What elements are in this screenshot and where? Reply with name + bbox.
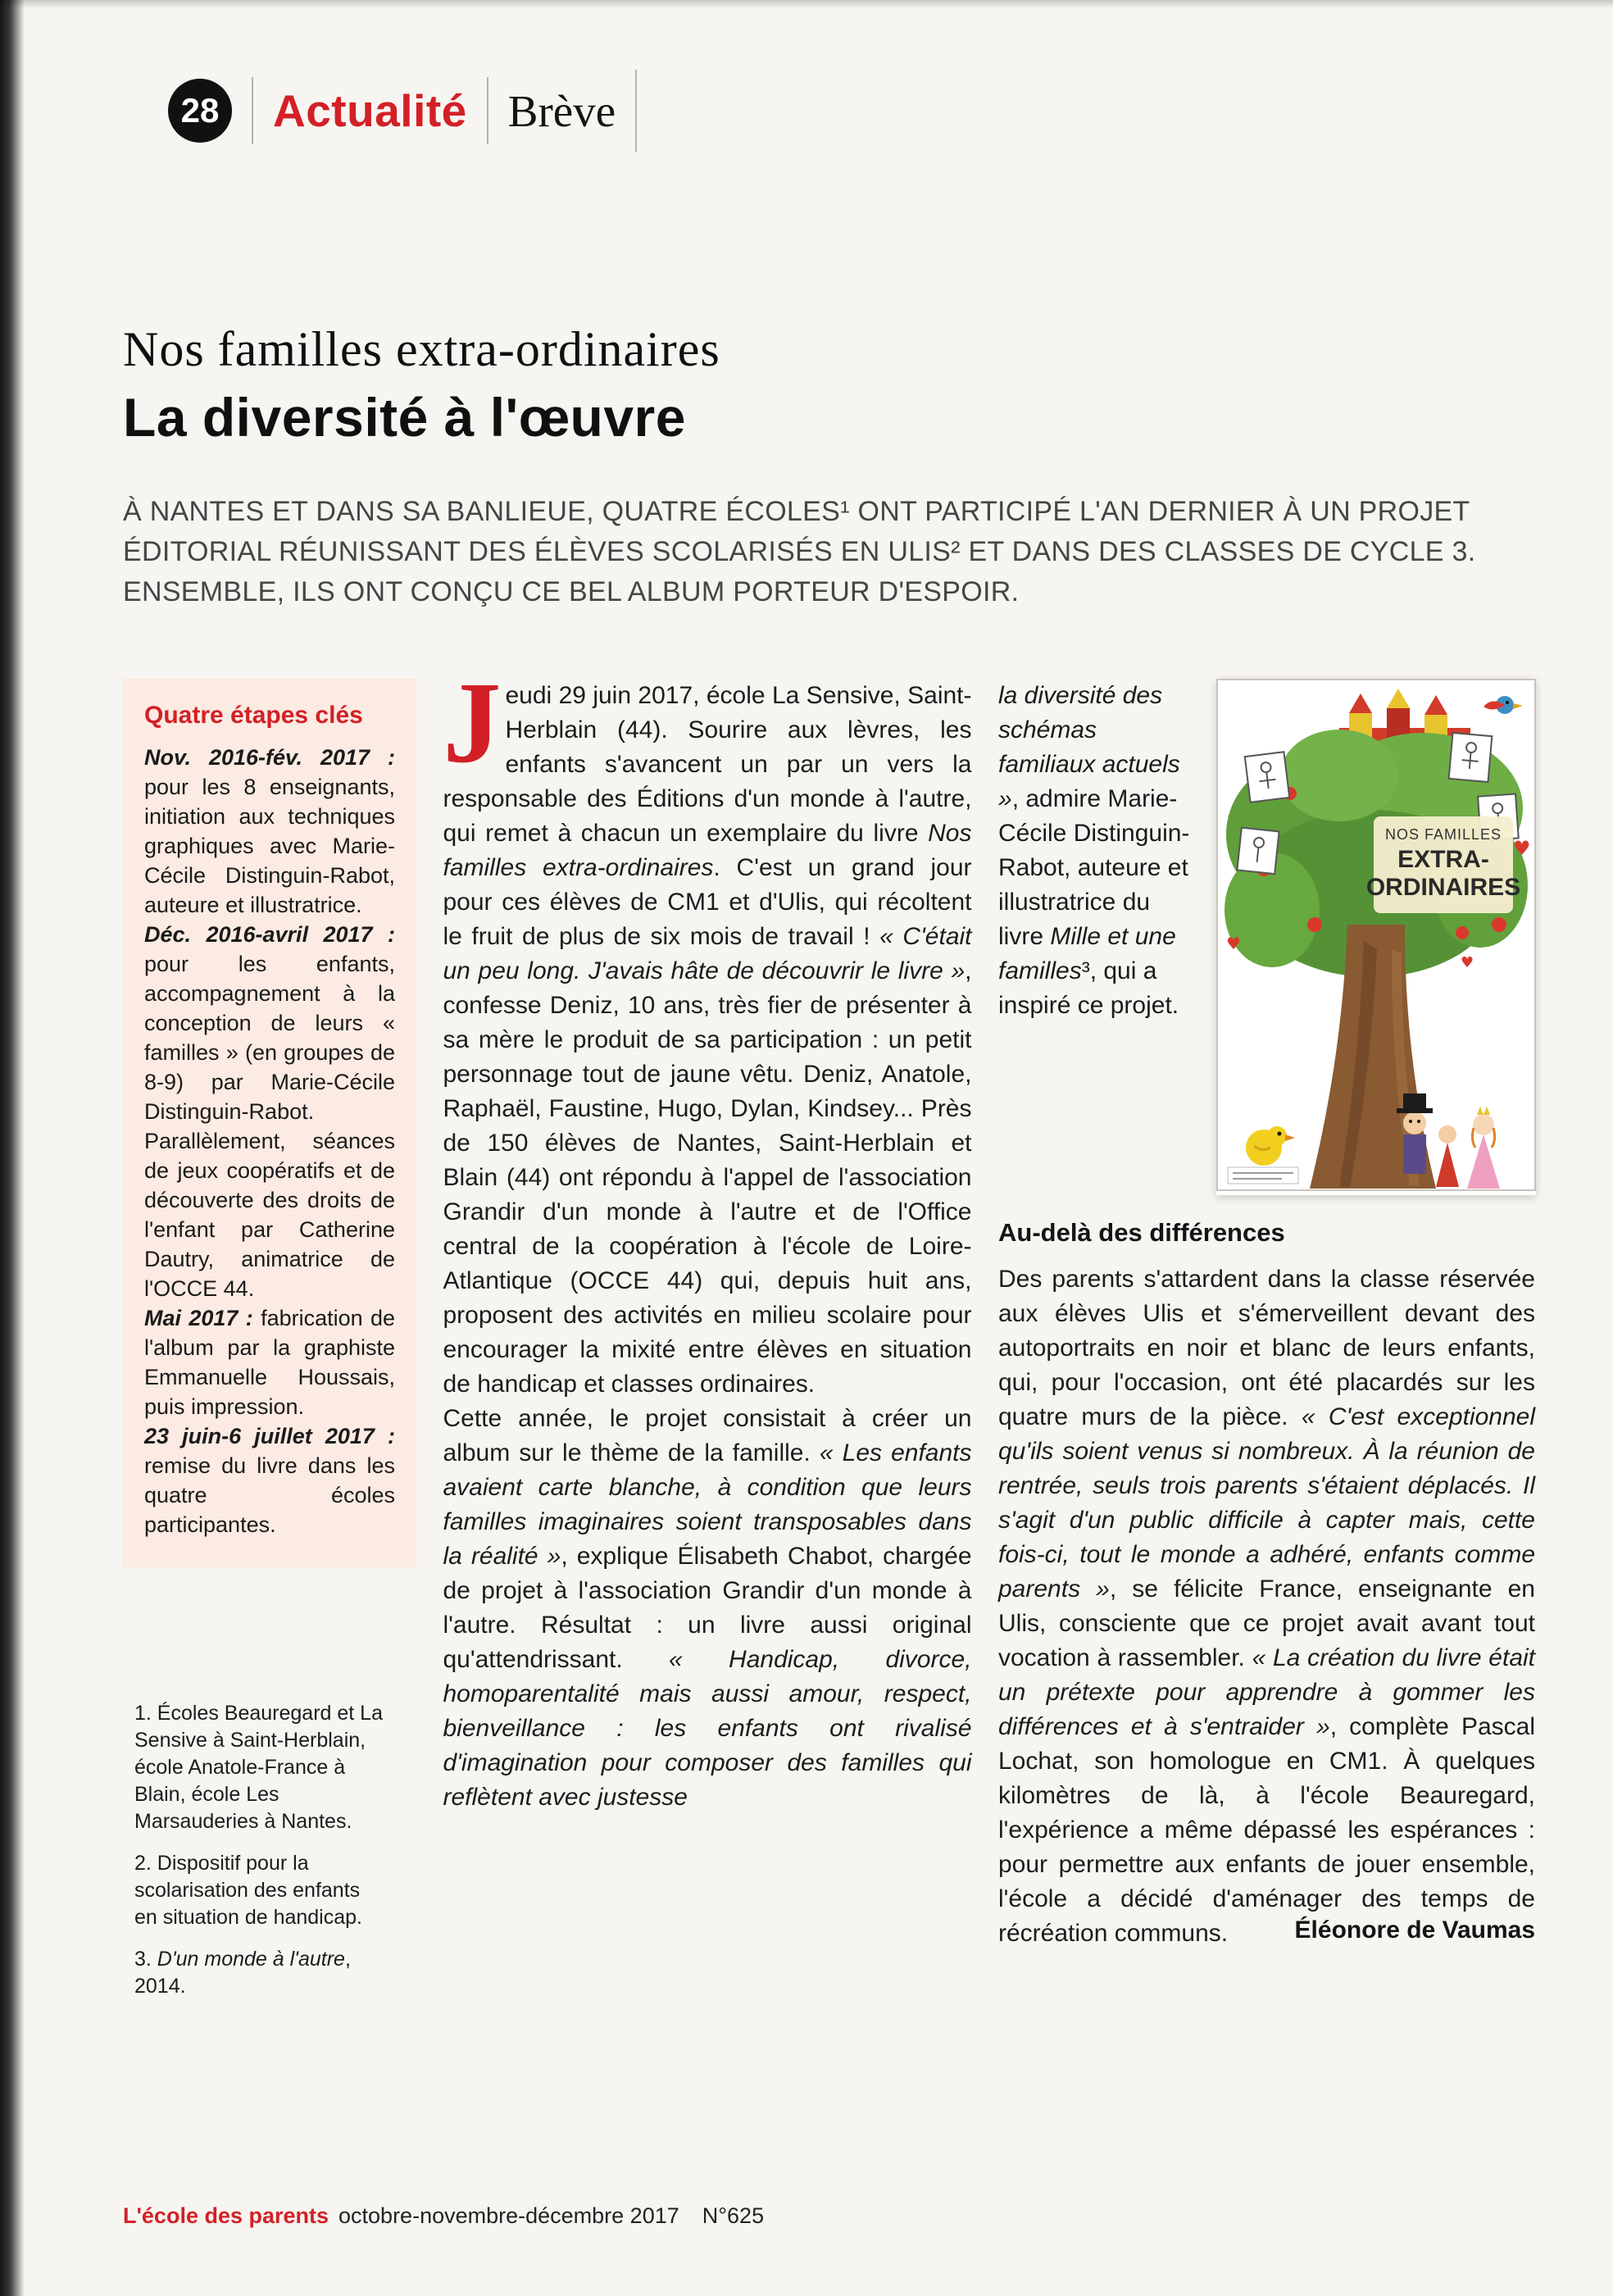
issue-date: octobre-novembre-décembre 2017 — [339, 2203, 679, 2228]
rubric-label: Brève — [507, 85, 616, 136]
svg-text:♥: ♥ — [1461, 954, 1474, 971]
article-paragraph-4: Des parents s'attardent dans la classe réservée aux élèves Ulis et s'émerveillent devant des autoportraits en noir et blanc de leurs enfants, qui, pour l'occasion, ont été placardés sur les quatre murs de la pièce. « C'est exceptionnel qu'ils soient venus si nombreux. À la réunion de rentrée, seuls trois parents s'étaient déplacés. Il s'agit d'un public difficile à capter mais, cette fois-ci, tout le monde a adhéré, enfants comme parents », se félicite France, enseignante en Ulis, consciente que ce projet avait avant tout vocation à rassembler. « La création du livre était un prétexte pour apprendre à gommer les différences et à s'entraider », complète Pascal Lochat, son homologue en CM1. À quelques kilomètres de là, à l'école Beauregard, l'expérience a même dépassé les espérances : pour permettre aux enfants de jouer ensemble, l'école a décidé d'aménager des temps de récréation communs. — [998, 1266, 1536, 1947]
scan-edge — [0, 0, 25, 2296]
paragraph-text: eudi 29 juin 2017, école La Sensive, Saint-Herblain (44). Sourire aux lèvres, les enfants s'avancent un par un vers la responsable des Éditions d'un monde à l'autre, qui remet à chacun un exemplaire du livre Nos familles extra-ordinaires. C'est un grand jour pour ces élèves de CM1 et d'Ulis, qui récoltent le fruit de plus de six mois de travail ! « C'était un peu long. J'avais hâte de découvrir le livre », confesse Deniz, 10 ans, très fier de présenter à sa mère le produit de sa participation : un petit personnage tout de jaune vêtu. Deniz, Anatole, Raphaël, Faustine, Hugo, Dylan, Kindsey... Près de 150 élèves de Nantes, Saint-Herblain et Blain (44) ont répondu à l'appel de l'association Grandir d'un monde à l'autre et de l'Office central de la coopération à l'école de Loire-Atlantique (OCCE 44) qui, depuis huit ans, proposent des activités en milieu scolaire pour encourager la mixité entre élèves en situation de handicap et classes ordinaires. — [443, 682, 972, 1398]
article-paragraph-2: Cette année, le projet consistait à créer un album sur le thème de la famille. « Les enfants avaient carte blanche, à condition que leurs familles imaginaires soient transposables dans la réalité », explique Élisabeth Chabot, chargée de projet à l'association Grandir d'un monde à l'autre. Résultat : un livre aussi original qu'attendrissant. « Handicap, divorce, homoparentalité mais aussi amour, respect, bienveillance : les enfants ont rivalisé d'imagination pour composer des familles qui reflètent avec justesse — [443, 1405, 972, 1811]
page-footer — [123, 2203, 764, 2229]
page-number-badge — [168, 79, 232, 143]
magazine-name: L'école des parents — [123, 2203, 329, 2228]
footnote: 1. Écoles Beauregard et La Sensive à Saint-Herblain, école Anatole-France à Blain, école Les Marsauderies à Nantes. — [134, 1702, 383, 1833]
key-step: Nov. 2016-fév. 2017 : pour les 8 enseignants, initiation aux techniques graphiques avec Marie-Cécile Distinguin-Rabot, auteure et illustratrice. — [144, 745, 395, 917]
key-step: Déc. 2016-avril 2017 : pour les enfants, accompagnement à la conception de leurs « familles » (en groupes de 8-9) par Marie-Cécile Distinguin-Rabot. Parallèlement, séances de jeux coopératifs et de découverte des droits de l'enfant par Catherine Dautry, animatrice de l'OCCE 44. — [144, 922, 395, 1301]
header-divider — [252, 77, 253, 144]
issue-number: N°625 — [702, 2203, 765, 2228]
page-header — [168, 75, 657, 146]
right-top-row — [998, 679, 1535, 1195]
footnote: 3. D'un monde à l'autre, 2014. — [134, 1948, 351, 1998]
author-byline: Éléonore de Vaumas — [1294, 1916, 1535, 1944]
cover-title-line2: EXTRA- — [1397, 846, 1489, 873]
header-divider — [635, 70, 637, 152]
title-block — [123, 321, 720, 448]
drop-cap: J — [443, 657, 502, 787]
section-label: Actualité — [273, 85, 467, 136]
article-paragraph-1 — [443, 657, 972, 1402]
cover-title-line3: ORDINAIRES — [1365, 874, 1521, 901]
article-columns — [123, 657, 1536, 2015]
cover-publisher-label — [1228, 1167, 1298, 1184]
book-cover — [1216, 679, 1536, 1195]
svg-text:♥: ♥ — [1513, 837, 1531, 860]
right-column — [998, 679, 1536, 1947]
key-step: 23 juin-6 juillet 2017 : remise du livre dans les quatre écoles participantes. — [144, 1424, 395, 1537]
key-steps-title: Quatre étapes clés — [144, 702, 363, 729]
header-divider — [487, 77, 488, 144]
cover-title-plate — [1366, 816, 1520, 913]
book-cover-illustration — [1216, 679, 1536, 1191]
left-column — [123, 679, 416, 2015]
footnotes — [123, 1700, 385, 2000]
article-kicker-title: Nos familles extra-ordinaires — [123, 322, 720, 376]
scan-edge-top — [0, 0, 1613, 8]
article-paragraph-3: la diversité des schémas familiaux actuels », admire Marie-Cécile Distinguin-Rabot, auteure et illustratrice du livre Mille et une familles³, qui a inspiré ce projet. — [998, 682, 1190, 1019]
standfirst: À NANTES ET DANS SA BANLIEUE, QUATRE ÉCOLES¹ ONT PARTICIPÉ L'AN DERNIER À UN PROJET ÉDITORIAL RÉUNISSANT DES ÉLÈVES SCOLARISÉS EN ULIS² ET DANS DES CLASSES DE CYCLE 3. ENSEMBLE, ILS ONT CONÇU CE BEL ALBUM PORTEUR D'ESPOIR. — [123, 496, 1476, 607]
page-number: 28 — [180, 91, 220, 130]
article-main-title: La diversité à l'œuvre — [123, 387, 686, 448]
key-steps-box — [123, 679, 416, 1567]
footnote: 2. Dispositif pour la scolarisation des enfants en situation de handicap. — [134, 1852, 362, 1929]
svg-text:♥: ♥ — [1226, 934, 1241, 953]
key-step: Mai 2017 : fabrication de l'album par la graphiste Emmanuelle Houssais, puis impression. — [144, 1306, 395, 1419]
middle-column — [443, 657, 972, 1815]
article-subhead: Au-delà des différences — [998, 1218, 1285, 1247]
cover-title-line1: NOS FAMILLES — [1384, 826, 1502, 843]
